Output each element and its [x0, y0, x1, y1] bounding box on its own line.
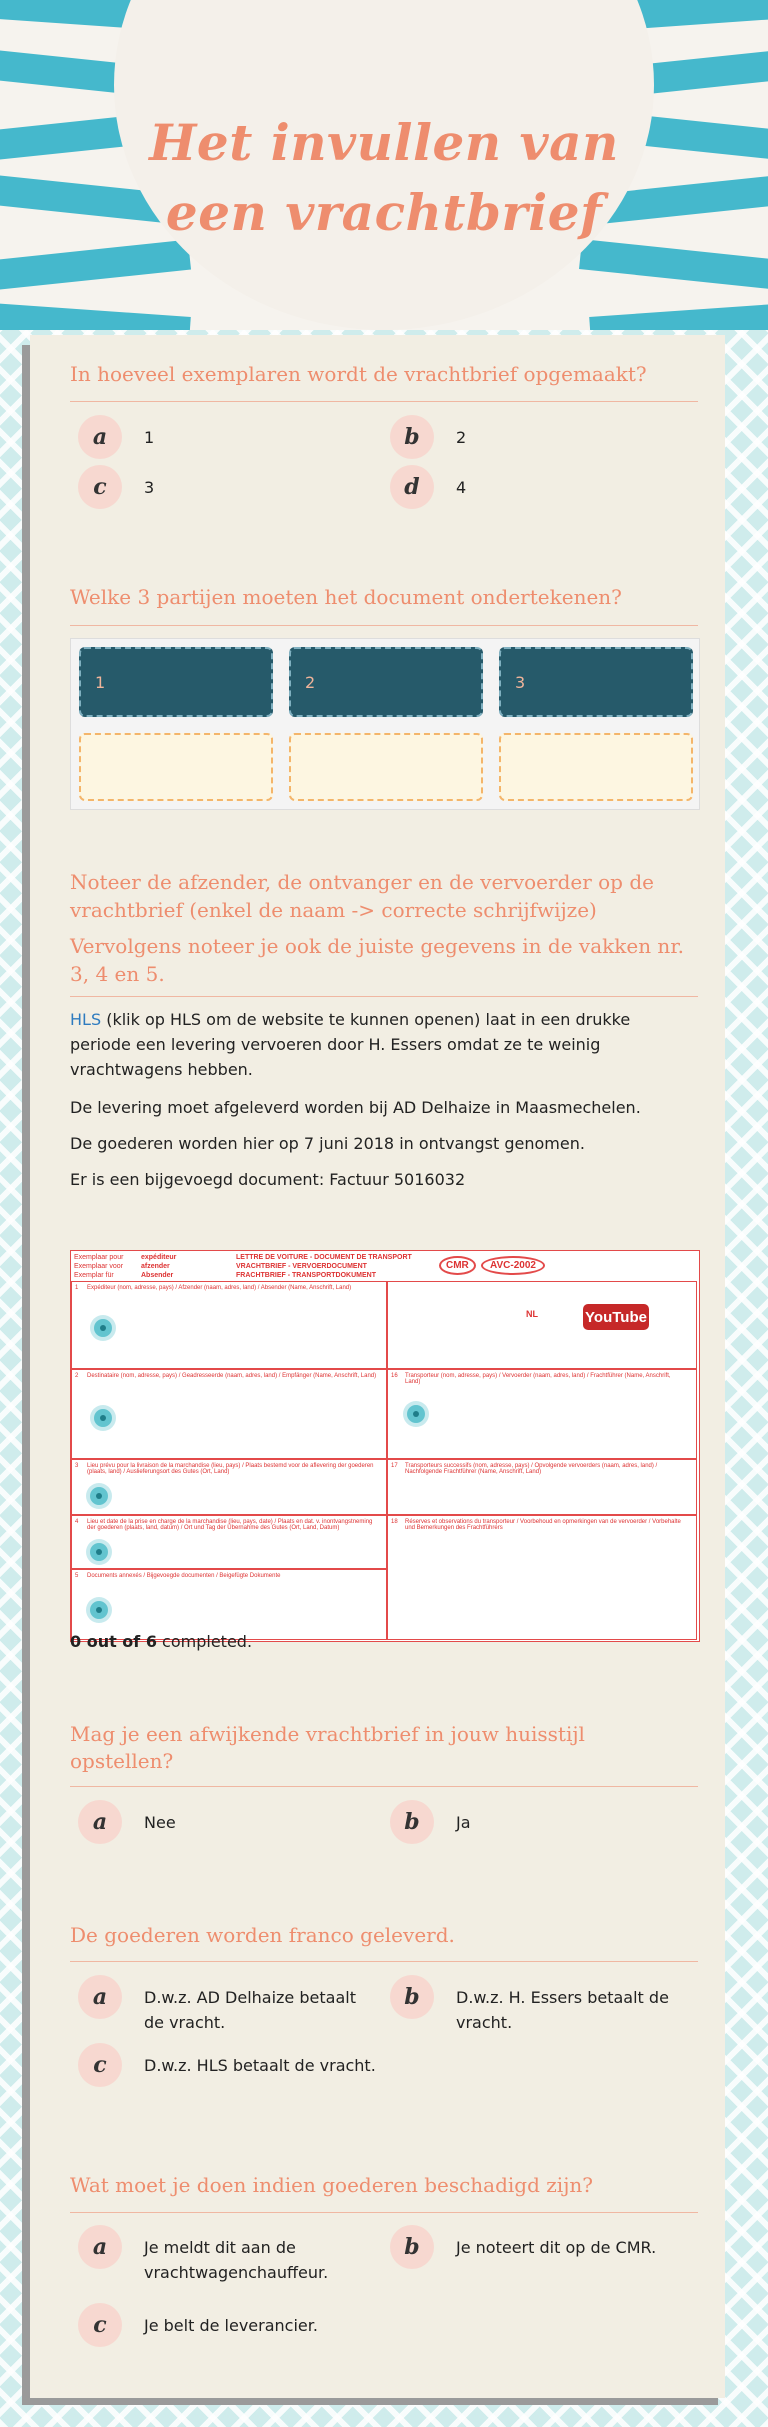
cmr-copy-value: Absender	[141, 1272, 174, 1279]
hotspot-box-1[interactable]	[94, 1319, 112, 1337]
cmr-box-3-text: Lieu prévu pour la livraison de la marchandise (lieu, pays) / Plaats bestemd voor de aflevering der goederen (plaats, land) / Auslieferungsort des Gutes (Ort, Land)	[87, 1463, 374, 1475]
cmr-copy-value: expéditeur	[141, 1254, 177, 1261]
option-letter-badge: c	[78, 2303, 122, 2347]
option-label: Je belt de leverancier.	[144, 2316, 318, 2335]
cmr-box-16-label: 16	[391, 1373, 398, 1379]
cmr-box-3-label: 3	[75, 1463, 79, 1469]
option-label: Nee	[144, 1813, 176, 1832]
question-4: Mag je een afwijkende vrachtbrief in jouw huisstijl opstellen?	[70, 1722, 585, 1773]
cmr-box-18-label: 18	[391, 1519, 398, 1525]
option-letter-badge: b	[390, 415, 434, 459]
option-letter-badge: a	[78, 1975, 122, 2019]
cmr-badge: CMR	[439, 1256, 476, 1275]
option-label: D.w.z. HLS betaalt de vracht.	[144, 2056, 376, 2075]
option-letter-badge: a	[78, 2225, 122, 2269]
cmr-country: NL	[526, 1309, 538, 1319]
option-label: 4	[456, 478, 467, 497]
question-3-part-2: Vervolgens noteer je ook de juiste gegevens in de vakken nr. 3, 4 en 5.	[70, 934, 685, 986]
option-c[interactable]	[78, 2043, 376, 2087]
option-b[interactable]	[390, 2225, 688, 2269]
divider	[70, 625, 698, 626]
drop-zone-3[interactable]	[499, 733, 693, 801]
cmr-box-17-text: Transporteurs successifs (nom, adresse, pays) / Opvolgende vervoerders (naam, adres, land) / Nachfolgende Frachtführer (Name, Anschrift, Land)	[405, 1463, 658, 1475]
option-label: Ja	[456, 1813, 471, 1832]
option-a[interactable]	[78, 1975, 376, 2035]
option-c[interactable]	[78, 2303, 376, 2347]
option-a[interactable]	[78, 415, 376, 459]
divider	[70, 996, 698, 997]
divider	[70, 2212, 698, 2213]
content-card	[30, 335, 725, 2398]
drag-item-2[interactable]: 2	[289, 647, 483, 717]
option-label: Je meldt dit aan de vrachtwagenchauffeur.	[144, 2238, 329, 2282]
cmr-box-1-label: 1	[75, 1285, 79, 1291]
option-label: D.w.z. H. Essers betaalt de vracht.	[456, 1988, 669, 2032]
option-letter-badge: b	[390, 2225, 434, 2269]
cmr-box-5-text: Documents annexés / Bijgevoegde documenten / Beigefügte Dokumente	[87, 1573, 281, 1579]
option-label: 1	[144, 428, 155, 447]
cmr-box-1-text: Expéditeur (nom, adresse, pays) / Afzender (naam, adres, land) / Absender (Name, Anschrift, Land)	[87, 1285, 352, 1291]
drag-drop-grid	[70, 638, 700, 810]
option-label: 3	[144, 478, 155, 497]
hls-link[interactable]: HLS	[70, 1010, 102, 1029]
question-3-part-1: Noteer de afzender, de ontvanger en de vervoerder op de vrachtbrief (enkel de naam -> correcte schrijfwijze)	[70, 870, 654, 922]
progress-status	[70, 1632, 252, 1651]
option-a[interactable]	[78, 1800, 376, 1844]
option-letter-badge: b	[390, 1800, 434, 1844]
divider	[70, 401, 698, 402]
question-1: In hoeveel exemplaren wordt de vrachtbrief opgemaakt?	[70, 362, 647, 386]
drag-item-1[interactable]: 1	[79, 647, 273, 717]
option-letter-badge: a	[78, 415, 122, 459]
header-stripe	[0, 303, 191, 330]
youtube-icon[interactable]: YouTube	[583, 1304, 649, 1330]
cmr-box-18	[387, 1515, 697, 1640]
cmr-box-1	[71, 1281, 387, 1369]
hotspot-box-2[interactable]	[94, 1409, 112, 1427]
option-b[interactable]	[390, 415, 688, 459]
header	[0, 0, 768, 330]
cmr-box-5-label: 5	[75, 1573, 79, 1579]
cmr-badge-avc: AVC-2002	[481, 1256, 545, 1275]
option-label: 2	[456, 428, 467, 447]
cmr-title: VRACHTBRIEF - VERVOERDOCUMENT	[236, 1263, 367, 1270]
cmr-title: LETTRE DE VOITURE - DOCUMENT DE TRANSPORT	[236, 1254, 412, 1261]
option-letter-badge: d	[390, 465, 434, 509]
cmr-box-16-text: Transporteur (nom, adresse, pays) / Vervoerder (naam, adres, land) / Frachtführer (Name, Anschrift, Land)	[405, 1373, 671, 1385]
option-letter-badge: a	[78, 1800, 122, 1844]
hotspot-box-4[interactable]	[90, 1543, 108, 1561]
option-letter-badge: c	[78, 2043, 122, 2087]
page-title	[0, 108, 768, 248]
instruction-text: (klik op HLS om de website te kunnen openen) laat in een drukke periode een levering vervoeren door H. Essers omdat ze te weinig vrachtwagens hebben.	[70, 1010, 631, 1079]
instruction-paragraph-4: Er is een bijgevoegd document: Factuur 5016032	[70, 1170, 466, 1189]
option-letter-badge: c	[78, 465, 122, 509]
instruction-paragraph-1	[70, 1007, 690, 1082]
divider	[70, 1786, 698, 1787]
instruction-paragraph-3: De goederen worden hier op 7 juni 2018 in ontvangst genomen.	[70, 1134, 585, 1153]
cmr-copy-label: Exemplar für	[74, 1272, 114, 1279]
cmr-box-4-label: 4	[75, 1519, 79, 1525]
cmr-copy-value: afzender	[141, 1263, 170, 1270]
question-2: Welke 3 partijen moeten het document ondertekenen?	[70, 585, 622, 609]
cmr-title: FRACHTBRIEF - TRANSPORTDOKUMENT	[236, 1272, 376, 1279]
cmr-form	[70, 1250, 700, 1642]
title-line-2: een vrachtbrief	[165, 183, 603, 242]
cmr-box-2-label: 2	[75, 1373, 79, 1379]
hotspot-box-3[interactable]	[90, 1487, 108, 1505]
hotspot-box-5[interactable]	[90, 1601, 108, 1619]
drag-item-3[interactable]: 3	[499, 647, 693, 717]
option-label: Je noteert dit op de CMR.	[456, 2238, 657, 2257]
question-5: De goederen worden franco geleverd.	[70, 1923, 455, 1947]
cmr-box-4-text: Lieu et date de la prise en charge de la marchandise (lieu, pays, date) / Plaats en dat. v. inontvangstneming der goederen (plaats, land, datum) / Ort und Tag der Übernahme des Gutes (Ort, Land, Datum)	[87, 1519, 373, 1531]
drop-zone-2[interactable]	[289, 733, 483, 801]
option-d[interactable]	[390, 465, 688, 509]
cmr-box-2-text: Destinataire (nom, adresse, pays) / Geadresseerde (naam, adres, land) / Empfänger (Name, Anschrift, Land)	[87, 1373, 377, 1379]
cmr-box-5	[71, 1569, 387, 1640]
cmr-copy-label: Exemplaar pour	[74, 1254, 124, 1261]
option-b[interactable]	[390, 1800, 688, 1844]
option-letter-badge: b	[390, 1975, 434, 2019]
title-line-1: Het invullen van	[149, 113, 619, 172]
cmr-copy-label: Exemplaar voor	[74, 1263, 124, 1270]
option-label: D.w.z. AD Delhaize betaalt de vracht.	[144, 1988, 356, 2032]
hotspot-box-16[interactable]	[407, 1405, 425, 1423]
cmr-box-2	[71, 1369, 387, 1459]
header-stripe	[589, 303, 768, 330]
question-6: Wat moet je doen indien goederen beschadigd zijn?	[70, 2173, 593, 2197]
drop-zone-1[interactable]	[79, 733, 273, 801]
divider	[70, 1961, 698, 1962]
option-b[interactable]	[390, 1975, 688, 2035]
cmr-info-box	[387, 1281, 697, 1369]
option-c[interactable]	[78, 465, 376, 509]
cmr-box-18-text: Réserves et observations du transporteur / Voorbehoud en opmerkingen van de vervoerder / Vorbehalte und Bemerkungen des Frachtführers	[405, 1519, 681, 1531]
cmr-box-17-label: 17	[391, 1463, 398, 1469]
instruction-paragraph-2: De levering moet afgeleverd worden bij AD Delhaize in Maasmechelen.	[70, 1098, 641, 1117]
progress-count: 0 out of 6	[70, 1632, 157, 1651]
progress-text: completed.	[156, 1632, 253, 1651]
option-a[interactable]	[78, 2225, 376, 2285]
